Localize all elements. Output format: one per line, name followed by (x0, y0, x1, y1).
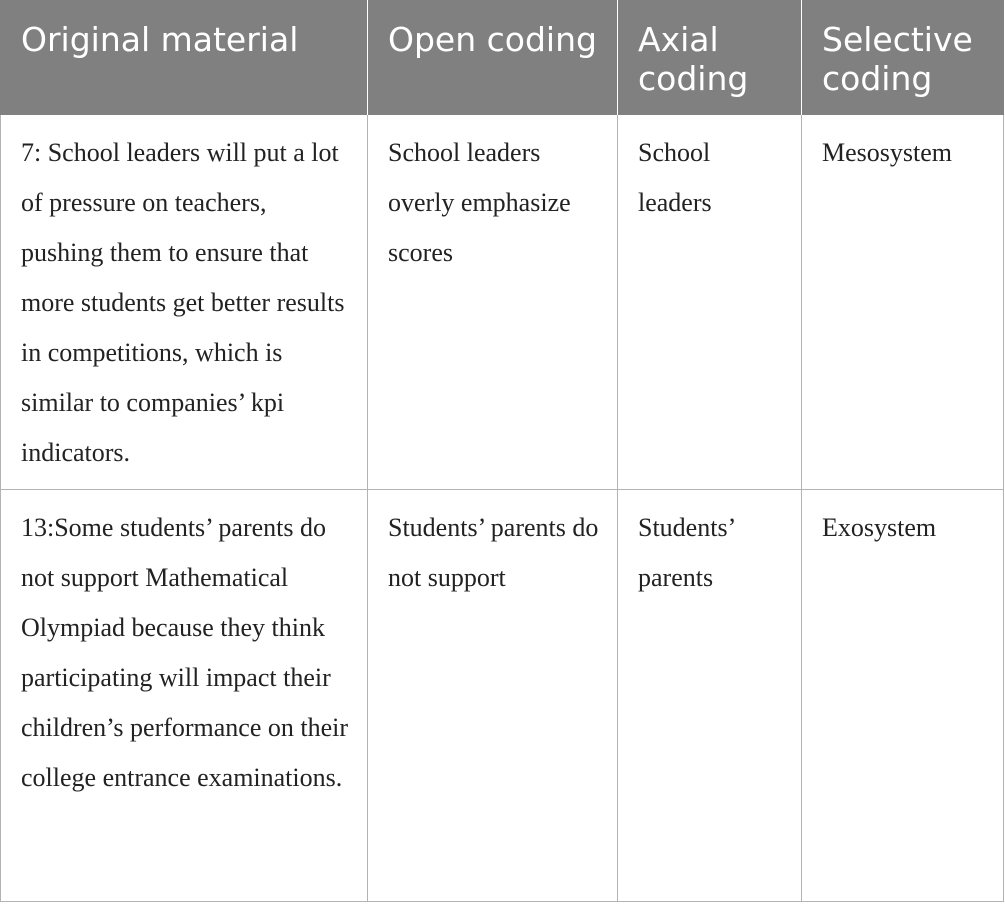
header-original-material: Original material (1, 0, 368, 115)
table-row (1, 490, 1004, 902)
header-row (1, 0, 1004, 115)
cell-selective-coding: Exosystem (802, 490, 1004, 902)
header-open-coding: Open coding (368, 0, 618, 115)
cell-axial-coding: School leaders (618, 115, 802, 490)
cell-original-material: 13:Some students’ parents do not support Mathematical Olympiad because they think participating will impact their children’s performance on their college entrance examinations. (1, 490, 368, 902)
cell-original-material: 7: School leaders will put a lot of pressure on teachers, pushing them to ensure that more students get better results in competitions, which is similar to companies’ kpi indicators. (1, 115, 368, 490)
header-axial-coding: Axial coding (618, 0, 802, 115)
cell-axial-coding: Students’ parents (618, 490, 802, 902)
table-row (1, 115, 1004, 490)
cell-open-coding: Students’ parents do not support (368, 490, 618, 902)
header-selective-coding: Selective coding (802, 0, 1004, 115)
table-body (1, 115, 1004, 902)
table-header (1, 0, 1004, 115)
cell-selective-coding: Mesosystem (802, 115, 1004, 490)
cell-open-coding: School leaders overly emphasize scores (368, 115, 618, 490)
